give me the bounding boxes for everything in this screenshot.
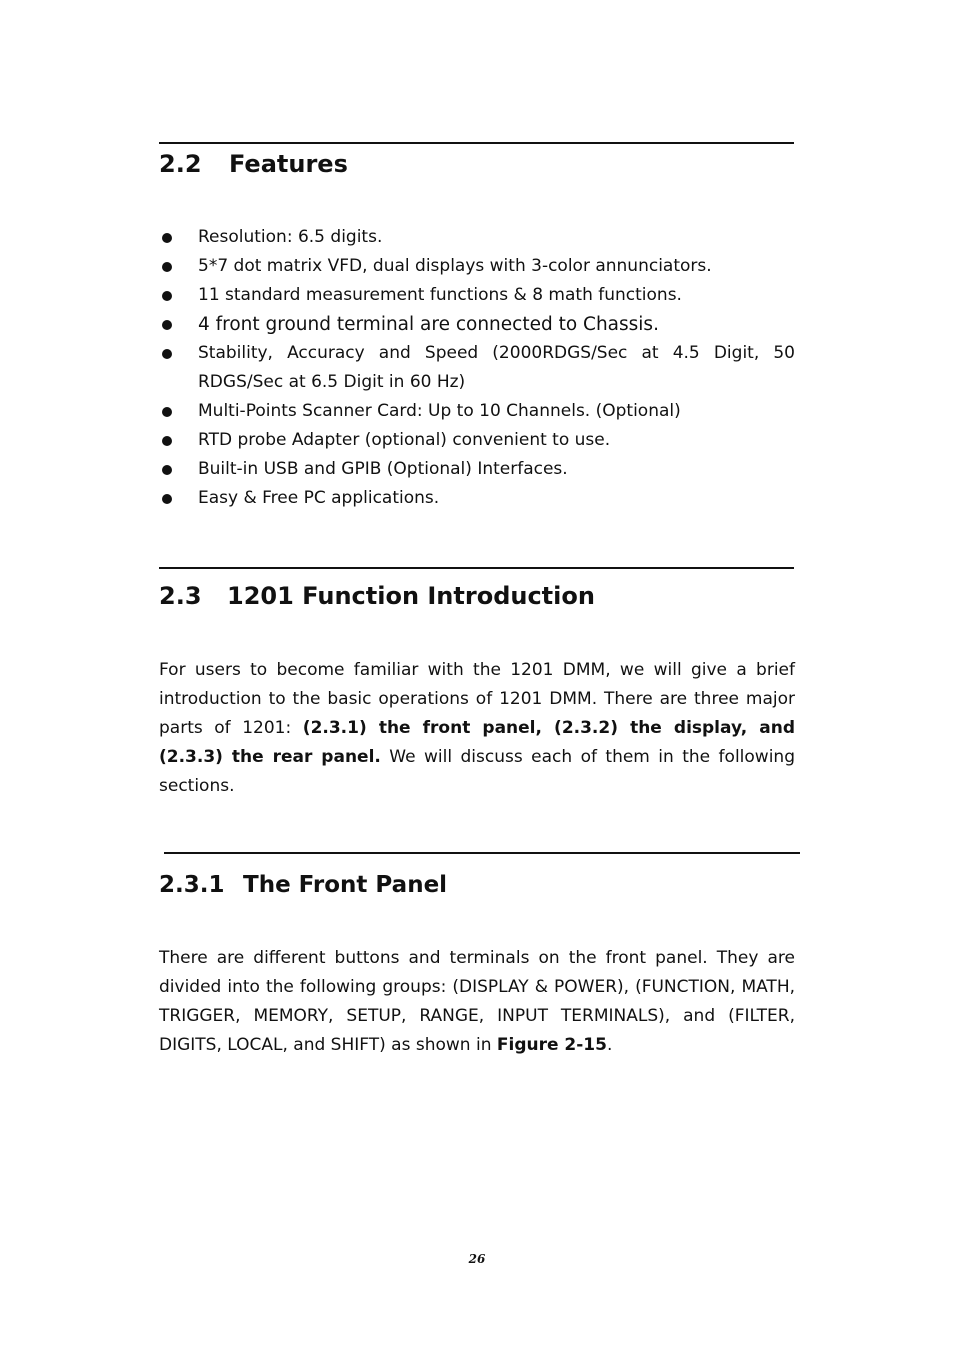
bullet-icon [162,262,172,272]
list-item [159,426,795,455]
list-item-text: Stability, Accuracy and Speed (2000RDGS/Sec at 4.5 Digit, 50 RDGS/Sec at 6.5 Digit in 60 Hz) [198,343,795,392]
paragraph-text: We will discuss each of them in the following sections. [159,747,795,796]
list-item-text: RTD probe Adapter (optional) convenient to use. [198,430,611,450]
bullet-icon [162,291,172,301]
section-rule [159,142,794,144]
list-item-text: Multi-Points Scanner Card: Up to 10 Channels. (Optional) [198,401,681,421]
section-number: 2.2 [159,150,202,178]
paragraph-text: . [606,1035,613,1055]
section-heading-2-3-1 [159,872,447,898]
section-heading-2-2 [159,150,348,178]
section-title: The Front Panel [243,872,448,898]
list-item-text: Resolution: 6.5 digits. [198,227,383,247]
bullet-icon [162,436,172,446]
bullet-icon [162,465,172,475]
list-item [159,252,795,281]
paragraph-bold-text: (2.3.1) the front panel, (2.3.2) the display, and (2.3.3) the rear panel. [159,718,795,767]
section-rule [159,567,794,569]
features-list [159,223,795,513]
section-title: 1201 Function Introduction [227,582,595,610]
bullet-icon [162,494,172,504]
bullet-icon [162,233,172,243]
section-number: 2.3 [159,582,202,610]
paragraph-text: For users to become familiar with the 1201 DMM, we will give a brief introduction to the basic operations of 1201 DMM. There are three major parts of 1201: [159,660,795,738]
list-item [159,339,795,397]
list-item [159,484,795,513]
section-number: 2.3.1 [159,872,225,898]
bullet-icon [162,349,172,359]
bullet-icon [162,320,172,330]
section-title: Features [229,150,348,178]
intro-paragraph [159,656,795,801]
list-item [159,455,795,484]
list-item [159,223,795,252]
section-heading-2-3 [159,582,595,610]
list-item-text: Built-in USB and GPIB (Optional) Interfaces. [198,459,568,479]
list-item-text: 5*7 dot matrix VFD, dual displays with 3-color annunciators. [198,256,712,276]
list-item-text: 4 front ground terminal are connected to Chassis. [198,314,659,335]
figure-reference: Figure 2-15 [496,1035,607,1055]
bullet-icon [162,407,172,417]
list-item-text: Easy & Free PC applications. [198,488,440,508]
list-item [159,397,795,426]
list-item [159,310,795,339]
list-item [159,281,795,310]
section-rule [164,852,800,854]
list-item-text: 11 standard measurement functions & 8 math functions. [198,285,682,305]
paragraph-text: There are different buttons and terminals on the front panel. They are divided into the following groups: (DISPLAY & POWER), (FUNCTION, MATH, TRIGGER, MEMORY, SETUP, RANGE, INPUT TERMINALS), and (FILTER, DIGITS, LOCAL, and SHIFT) as shown in [159,948,795,1055]
page-number: 26 [468,1252,486,1266]
front-panel-paragraph [159,944,795,1060]
